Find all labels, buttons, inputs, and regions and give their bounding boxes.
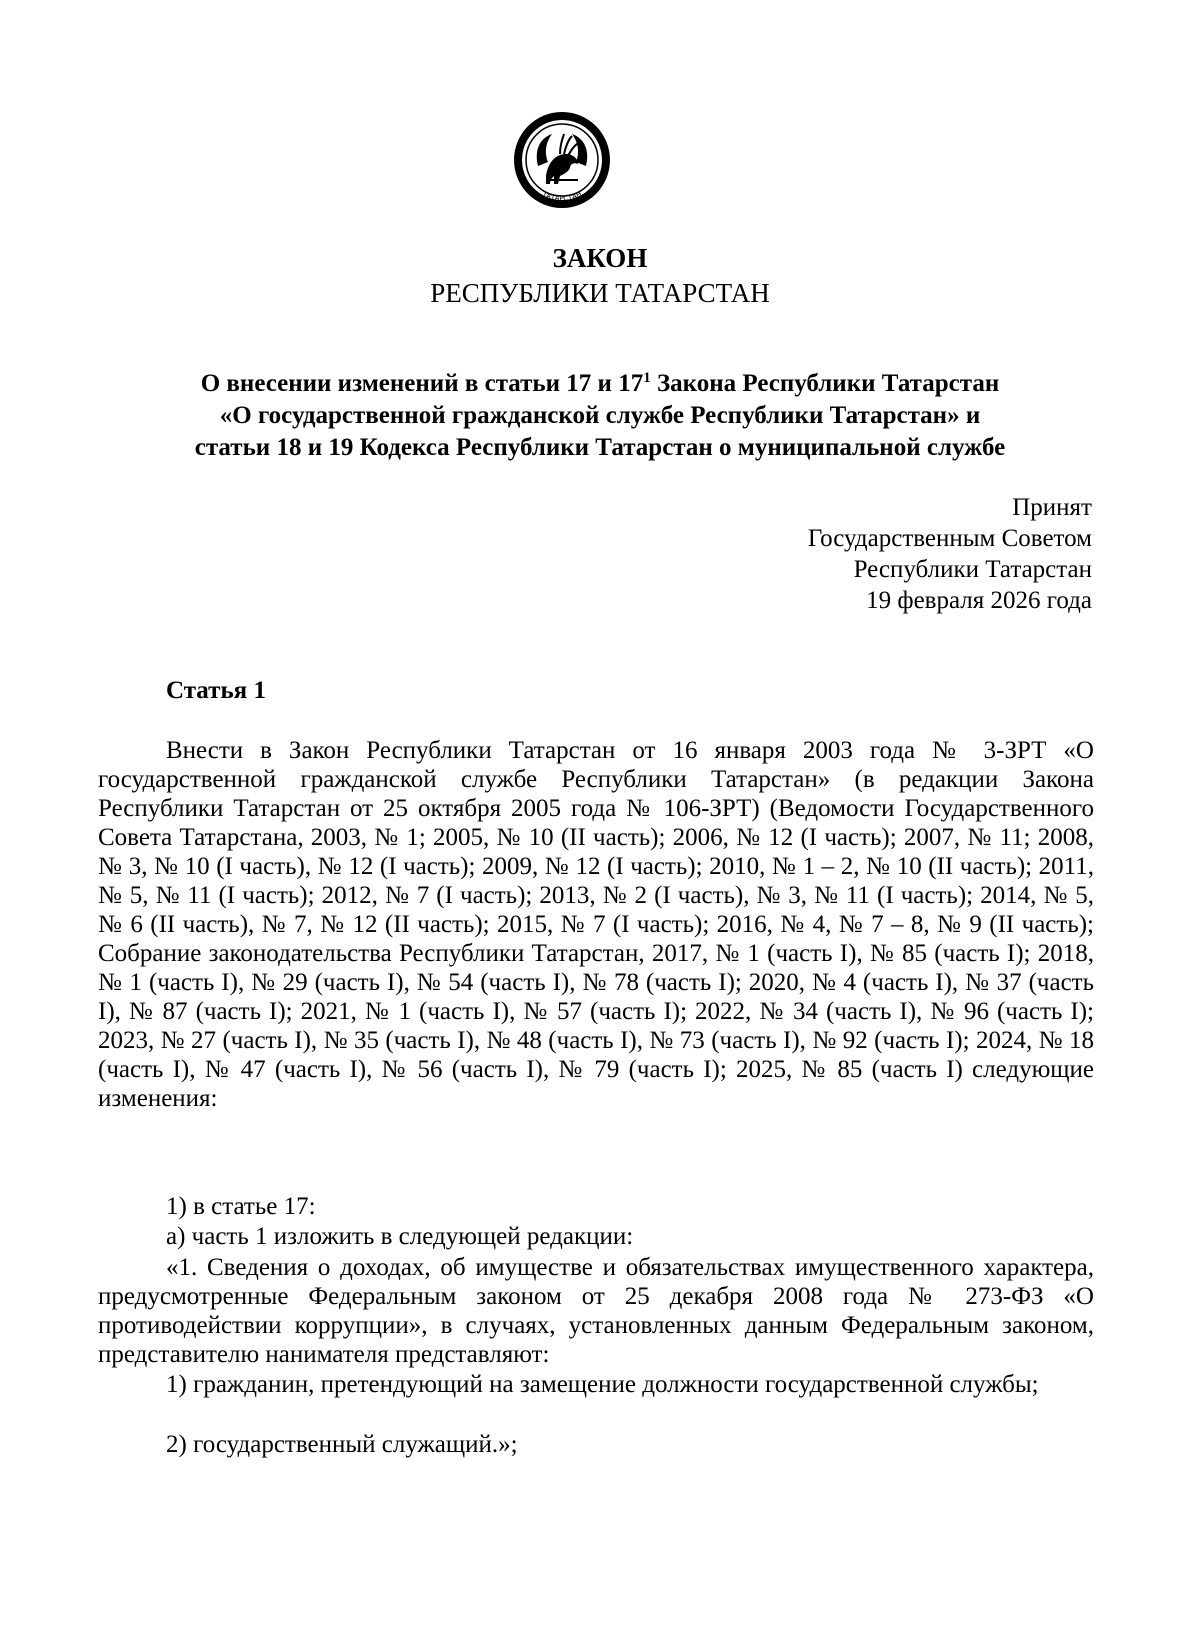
adoption-block: [592, 492, 1092, 616]
adoption-line-3: Республики Татарстан: [853, 556, 1092, 583]
article-intro-paragraph: Внести в Закон Республики Татарстан от 16 января 2003 года № 3-ЗРТ «О государственной гражданской службе Республики Татарстан» (в редакции Закона Республики Татарстан от 25 октября 2005 года № 106-ЗРТ) (Ведомости Государственного Совета Татарстана, 2003, № 1; 2005, № 10 (II часть); 2006, № 12 (I часть); 2007, № 11; 2008, № 3, № 10 (I часть), № 12 (I часть); 2009, № 12 (I часть); 2010, № 1 – 2, № 10 (II часть); 2011, № 5, № 11 (I часть); 2012, № 7 (I часть); 2013, № 2 (I часть), № 3, № 11 (I часть); 2014, № 5, № 6 (II часть), № 7, № 12 (II часть); 2015, № 7 (I часть); 2016, № 4, № 7 – 8, № 9 (II часть); Собрание законодательства Республики Татарстан, 2017, № 1 (часть I), № 85 (часть I); 2018, № 1 (часть I), № 29 (часть I), № 54 (часть I), № 78 (часть I); 2020, № 4 (часть I), № 37 (часть I), № 87 (часть I); 2021, № 1 (часть I), № 57 (часть I); 2022, № 34 (часть I), № 96 (часть I); 2023, № 27 (часть I), № 35 (часть I), № 48 (часть I), № 73 (часть I), № 92 (часть I); 2024, № 18 (часть I), № 47 (часть I), № 56 (часть I), № 79 (часть I); 2025, № 85 (часть I) следующие изменения:: [98, 737, 1094, 1112]
law-subtitle: РЕСПУБЛИКИ ТАТАРСТАН: [430, 278, 770, 308]
adoption-line-2: Государственным Советом: [807, 525, 1092, 552]
item-1a: а) часть 1 изложить в следующей редакции:: [166, 1223, 634, 1250]
document-title: [100, 368, 1100, 464]
quoted-amendment-paragraph: «1. Сведения о доходах, об имуществе и обязательствах имущественного характера, предусмотренные Федеральным законом от 25 декабря 2008 года № 273-ФЗ «О противодействии коррупции», в случаях, установленных данным Федеральным законом, представителю нанимателя представляют:: [98, 1254, 1094, 1368]
adoption-line-1: Принят: [1012, 494, 1092, 521]
document-title-line-3: статьи 18 и 19 Кодекса Республики Татарстан о муниципальной службе: [194, 434, 1006, 461]
document-title-line-1: О внесении изменений в статьи 17 и $17^1$ Закона Республики Татарстан: [200, 370, 1000, 397]
tatarstan-emblem-icon: [512, 110, 612, 210]
subitem-1: 1) гражданин, претендующий на замещение должности государственной службы;: [166, 1371, 1039, 1398]
article-heading: Статья 1: [166, 677, 266, 704]
adoption-date: 19 февраля 2026 года: [866, 587, 1092, 614]
law-title: ЗАКОН: [552, 243, 648, 273]
superscript-1: 1: [643, 370, 651, 386]
item-1: 1) в статье 17:: [166, 1193, 316, 1220]
emblem-caption: ТАТАРСТАН: [541, 189, 583, 203]
subitem-2: 2) государственный служащий.»;: [166, 1431, 518, 1458]
document-title-line-2: «О государственной гражданской службе Республики Татарстан» и: [219, 402, 981, 429]
